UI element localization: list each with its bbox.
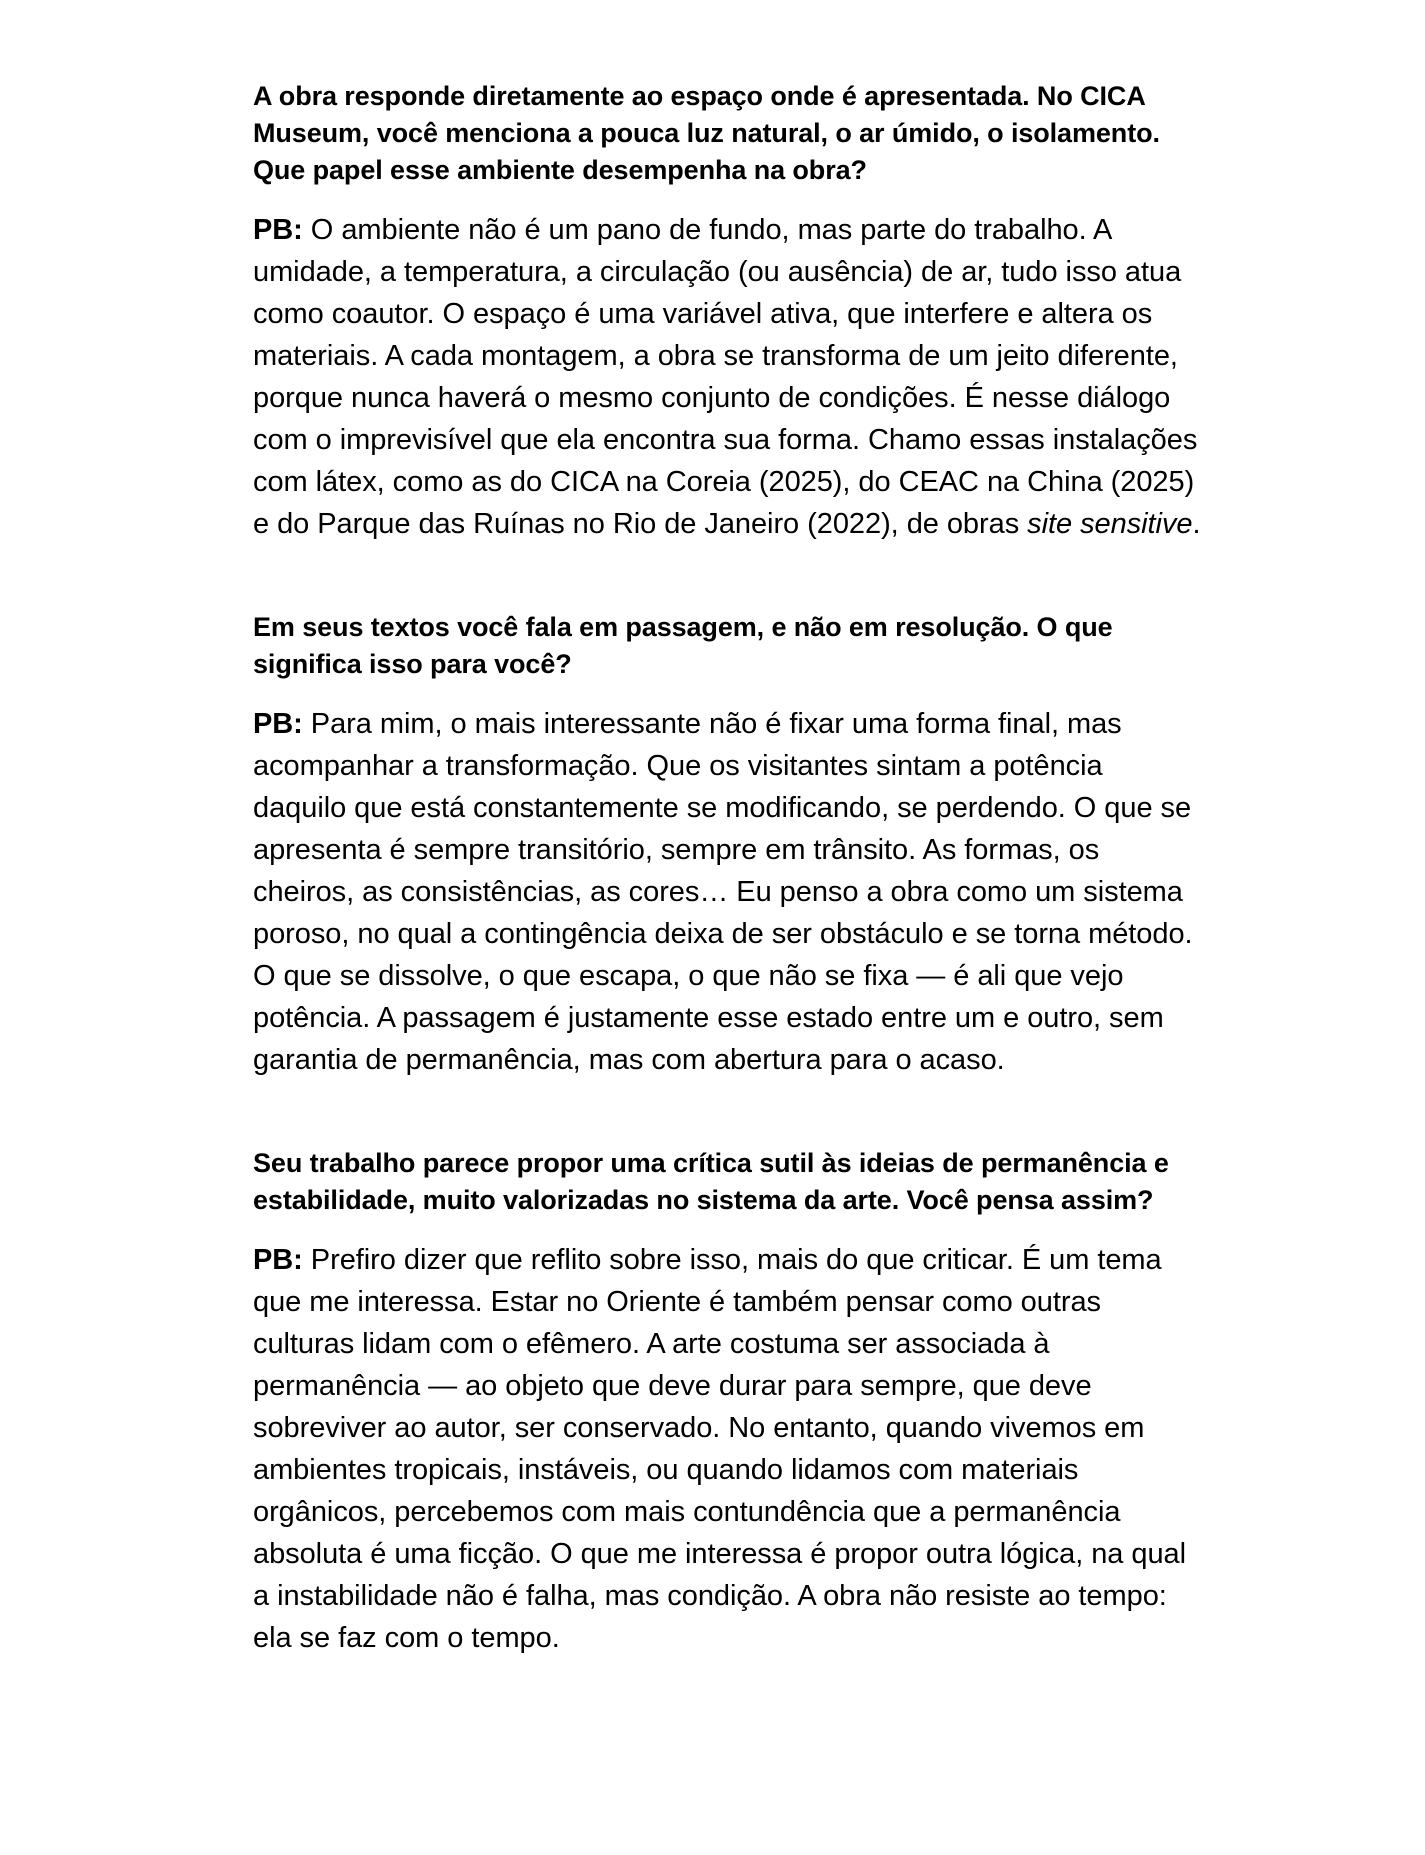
answer-text: Prefiro dizer que reflito sobre isso, mais do que criticar. É um tema que me interessa. Estar no Oriente é também pensar como outras culturas lidam com o efêmero. A arte costuma ser associada à permanência — ao objeto que deve durar para sempre, que deve sobreviver ao autor, ser conservado. No entanto, quando vivemos em ambientes tropicais, instáveis, ou quando lidamos com materiais orgânicos, percebemos com mais contundência que a permanência absoluta é uma ficção. O que me interessa é propor outra lógica, na qual a instabilidade não é falha, mas condição. A obra não resiste ao tempo: ela se faz com o tempo.	[253, 1244, 1187, 1654]
interview-question: Seu trabalho parece propor uma crítica sutil às ideias de permanência e estabilidade, muito valorizadas no sistema da arte. Você pensa assim?	[253, 1148, 1169, 1215]
speaker-label: PB:	[253, 1244, 303, 1276]
answer-emphasis: site sensitive	[1027, 508, 1193, 540]
qa-block	[253, 78, 1203, 545]
interview-question: Em seus textos você fala em passagem, e não em resolução. O que significa isso para você?	[253, 612, 1113, 679]
interview-answer	[253, 1239, 1203, 1659]
interview-answer	[253, 209, 1203, 545]
answer-text-end: .	[1192, 508, 1201, 540]
answer-text: Para mim, o mais interessante não é fixar uma forma final, mas acompanhar a transformação. Que os visitantes sintam a potência daquilo que está constantemente se modificando, se perdendo. O que se apresenta é sempre transitório, sempre em trânsito. As formas, os cheiros, as consistências, as cores… Eu penso a obra como um sistema poroso, no qual a contingência deixa de ser obstáculo e se torna método. O que se dissolve, o que escapa, o que não se fixa — é ali que vejo potência. A passagem é justamente esse estado entre um e outro, sem garantia de permanência, mas com abertura para o acaso.	[253, 708, 1193, 1076]
speaker-label: PB:	[253, 708, 303, 740]
interview-question: A obra responde diretamente ao espaço onde é apresentada. No CICA Museum, você menciona a pouca luz natural, o ar úmido, o isolamento. Que papel esse ambiente desempenha na obra?	[253, 81, 1160, 185]
interview-article	[253, 78, 1203, 1659]
qa-block	[253, 609, 1203, 1081]
answer-text: O ambiente não é um pano de fundo, mas parte do trabalho. A umidade, a temperatura, a circulação (ou ausência) de ar, tudo isso atua como coautor. O espaço é uma variável ativa, que interfere e altera os materiais. A cada montagem, a obra se transforma de um jeito diferente, porque nunca haverá o mesmo conjunto de condições. É nesse diálogo com o imprevisível que ela encontra sua forma. Chamo essas instalações com látex, como as do CICA na Coreia (2025), do CEAC na China (2025) e do Parque das Ruínas no Rio de Janeiro (2022), de obras	[253, 214, 1198, 540]
speaker-label: PB:	[253, 214, 303, 246]
interview-answer	[253, 703, 1203, 1081]
qa-block	[253, 1145, 1203, 1659]
